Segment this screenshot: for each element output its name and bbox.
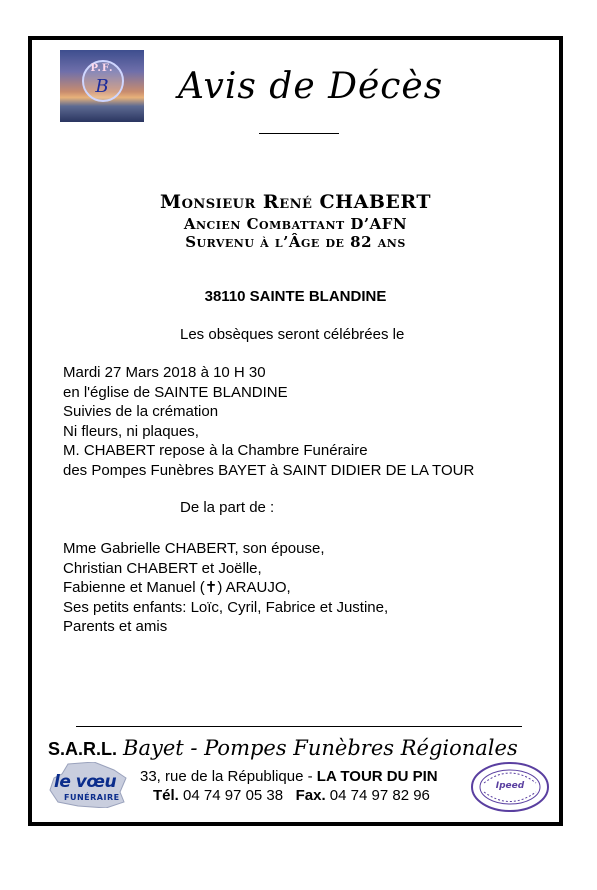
company-prefix: S.A.R.L. <box>48 739 118 759</box>
funeral-line: en l'église de SAINTE BLANDINE <box>63 383 288 401</box>
badge-right-text: Ipeed <box>495 781 525 791</box>
funeral-line: des Pompes Funèbres BAYET à SAINT DIDIER DE LA TOUR <box>63 461 475 479</box>
family-list <box>63 539 388 637</box>
family-intro: De la part de : <box>180 499 275 516</box>
funeral-line: Ni fleurs, ni plaques, <box>63 422 199 440</box>
tel-label: Tél. <box>153 787 179 804</box>
badge-left-line1: le vœu <box>54 772 117 792</box>
address-city: LA TOUR DU PIN <box>316 768 438 785</box>
funeral-line: Suivies de la crémation <box>63 403 219 420</box>
tel-value: 04 74 97 05 38 <box>178 787 284 804</box>
entreprise-agreee-seal <box>470 761 550 813</box>
logo-letter: B <box>95 76 109 97</box>
funeral-details <box>63 363 474 480</box>
fax-value: 04 74 97 82 96 <box>325 787 430 804</box>
company-name: Bayet - Pompes Funèbres Régionales <box>123 736 518 760</box>
deceased-title: Ancien Combattant D’AFN <box>183 215 408 233</box>
family-line: Christian CHABERT et Joëlle, <box>63 559 262 577</box>
company-line <box>48 736 518 760</box>
family-line: Mme Gabrielle CHABERT, son épouse, <box>63 540 325 557</box>
funeral-line: Mardi 27 Mars 2018 à 10 H 30 <box>63 364 266 381</box>
company-address <box>140 768 438 785</box>
fax-label: Fax. <box>295 787 326 804</box>
address-street: 33, rue de la République - <box>140 768 317 785</box>
pf-bayet-logo <box>60 50 144 122</box>
deceased-age: Survenu à l’Âge de 82 ans <box>185 233 406 251</box>
badge-left-line2: FUNÉRAIRE <box>64 793 120 802</box>
family-line: Ses petits enfants: Loïc, Cyril, Fabrice et Justine, <box>63 598 389 616</box>
family-line: Fabienne et Manuel (✝) ARAUJO, <box>63 579 291 596</box>
logo-text-top: P.F. <box>90 63 114 74</box>
funeral-intro: Les obsèques seront célébrées le <box>180 326 405 343</box>
page-title: Avis de Décès <box>178 66 444 107</box>
deceased-town: 38110 SAINTE BLANDINE <box>204 288 387 305</box>
funeral-line: M. CHABERT repose à la Chambre Funéraire <box>63 442 368 459</box>
le-voeu-funeraire-logo <box>48 762 128 808</box>
company-contact <box>153 787 430 804</box>
deceased-name: Monsieur René CHABERT <box>160 191 431 213</box>
family-line: Parents et amis <box>63 618 168 635</box>
title-divider <box>259 133 339 134</box>
footer-divider <box>76 726 522 727</box>
